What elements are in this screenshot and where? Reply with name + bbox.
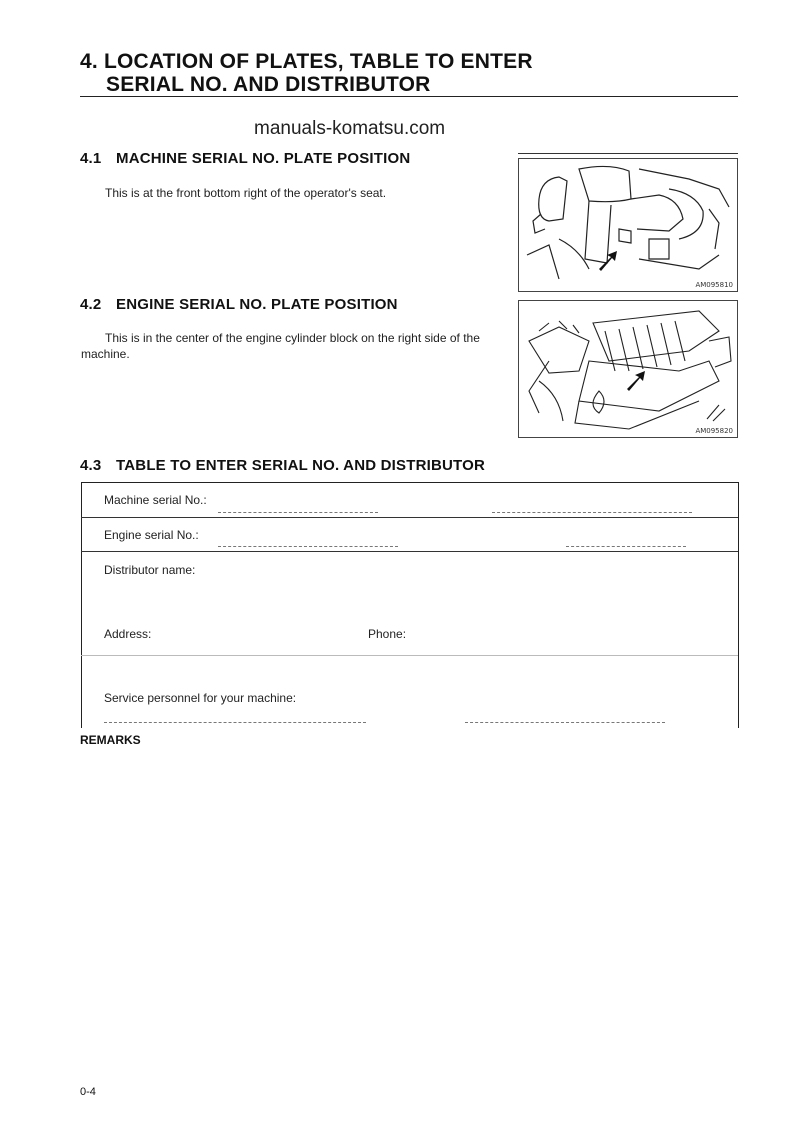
section-4-1-text: This is at the front bottom right of the operator's seat. — [105, 186, 387, 200]
figure-code: AM095820 — [695, 427, 733, 435]
figure-code: AM095810 — [695, 281, 733, 289]
distributor-name-label: Distributor name: — [104, 563, 196, 577]
row-separator — [81, 551, 738, 552]
machine-serial-field-2[interactable] — [492, 512, 692, 514]
watermark-text: manuals-komatsu.com — [254, 118, 446, 139]
engine-serial-field[interactable] — [218, 546, 398, 548]
service-personnel-label: Service personnel for your machine: — [104, 691, 297, 705]
remarks-heading: REMARKS — [80, 733, 141, 747]
section-number: 4.2 — [80, 296, 102, 313]
section-title: MACHINE SERIAL NO. PLATE POSITION — [116, 150, 411, 167]
page-number: 0-4 — [80, 1086, 96, 1098]
row-separator — [81, 517, 738, 518]
figure-machine-seat — [518, 158, 738, 292]
engine-serial-label: Engine serial No.: — [104, 528, 199, 542]
service-personnel-field[interactable] — [104, 722, 366, 724]
section-4-3-heading — [80, 457, 485, 474]
figure-engine — [518, 300, 738, 438]
seat-illustration — [519, 159, 737, 291]
section-title: ENGINE SERIAL NO. PLATE POSITION — [116, 296, 398, 313]
section-title: TABLE TO ENTER SERIAL NO. AND DISTRIBUTOR — [116, 457, 486, 474]
row-separator — [81, 655, 738, 656]
service-personnel-field-2[interactable] — [465, 722, 665, 724]
section-4-1-heading — [80, 150, 410, 167]
title-rule — [80, 96, 738, 97]
machine-serial-label: Machine serial No.: — [104, 493, 207, 507]
title-line-1: 4. LOCATION OF PLATES, TABLE TO ENTER — [80, 50, 533, 73]
section-4-2-text: This is in the center of the engine cylinder block on the right side of the machine. — [81, 331, 480, 361]
arrow-icon — [627, 371, 645, 391]
section-number: 4.1 — [80, 150, 102, 167]
title-line-2: SERIAL NO. AND DISTRIBUTOR — [106, 73, 431, 96]
address-label: Address: — [104, 627, 152, 641]
figure-1-top-rule — [518, 153, 738, 154]
phone-label: Phone: — [368, 627, 407, 641]
engine-serial-field-2[interactable] — [566, 546, 686, 548]
section-number: 4.3 — [80, 457, 102, 474]
section-4-2-heading — [80, 296, 398, 313]
page-title — [80, 50, 533, 96]
machine-serial-field[interactable] — [218, 512, 378, 514]
engine-illustration — [519, 301, 737, 437]
